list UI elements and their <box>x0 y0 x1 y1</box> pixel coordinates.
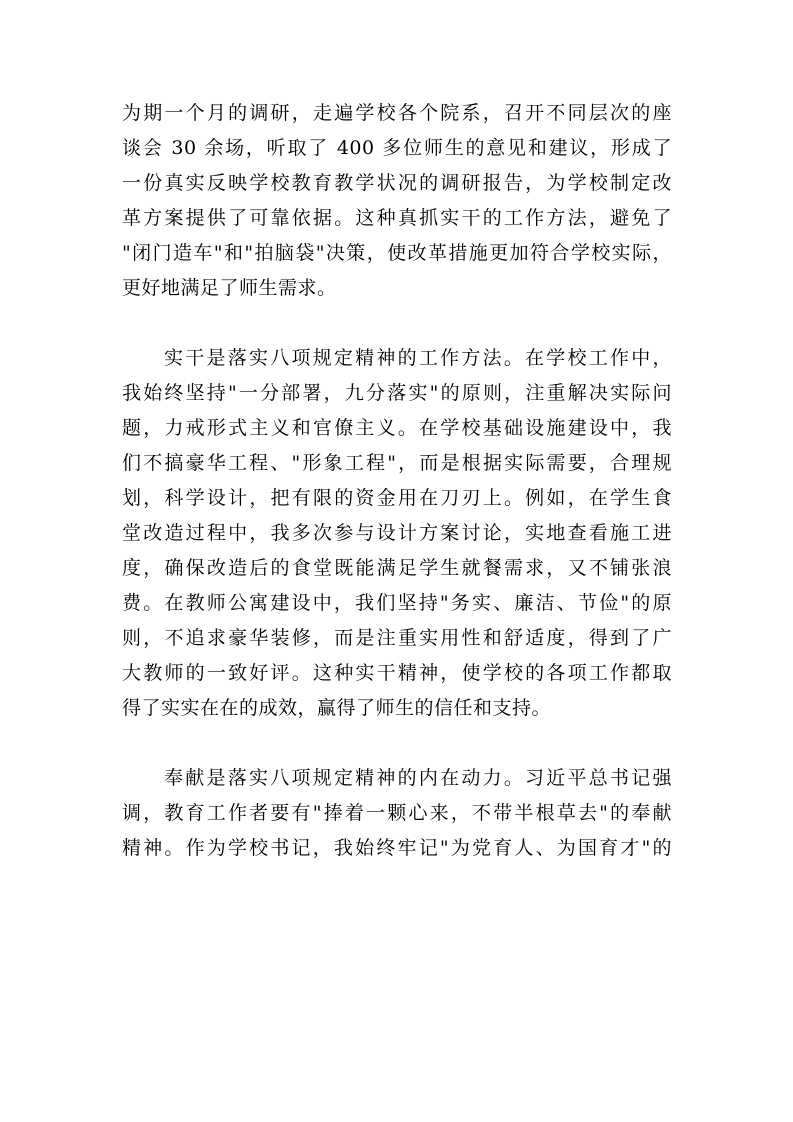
text-line: 精神。作为学校书记，我始终牢记"为党育人、为国育才"的 <box>122 837 672 859</box>
text-line: 实干是落实八项规定精神的工作方法。在学校工作中， <box>164 347 672 369</box>
text-line: 谈会 30 余场，听取了 400 多位师生的意见和建议，形成了 <box>122 137 672 159</box>
text-line: 我始终坚持"一分部署，九分落实"的原则，注重解决实际问 <box>122 382 672 404</box>
text-line: 大教师的一致好评。这种实干精神，使学校的各项工作都取 <box>122 662 672 684</box>
text-line: 为期一个月的调研，走遍学校各个院系，召开不同层次的座 <box>122 102 672 124</box>
text-line: 革方案提供了可靠依据。这种真抓实干的工作方法，避免了 <box>122 207 672 229</box>
paragraph-research <box>122 96 672 306</box>
paragraph-gap <box>122 306 672 341</box>
text-line: 费。在教师公寓建设中，我们坚持"务实、廉洁、节俭"的原 <box>122 592 672 614</box>
text-line: 一份真实反映学校教育教学状况的调研报告，为学校制定改 <box>122 172 672 194</box>
text-line: 奉献是落实八项规定精神的内在动力。习近平总书记强 <box>164 767 672 789</box>
text-line: 则，不追求豪华装修，而是注重实用性和舒适度，得到了广 <box>122 627 672 649</box>
paragraph-dedication <box>122 761 672 866</box>
text-line: 更好地满足了师生需求。 <box>122 277 337 299</box>
text-line: 们不搞豪华工程、"形象工程"，而是根据实际需要，合理规 <box>122 452 672 474</box>
text-line: 得了实实在在的成效，赢得了师生的信任和支持。 <box>122 697 552 719</box>
paragraph-gap <box>122 726 672 761</box>
paragraph-practical-work <box>122 341 672 726</box>
text-line: 题，力戒形式主义和官僚主义。在学校基础设施建设中，我 <box>122 417 672 439</box>
text-line: "闭门造车"和"拍脑袋"决策，使改革措施更加符合学校实际， <box>122 242 672 264</box>
text-line: 划，科学设计，把有限的资金用在刀刃上。例如，在学生食 <box>122 487 672 509</box>
text-line: 调，教育工作者要有"捧着一颗心来，不带半根草去"的奉献 <box>122 802 672 824</box>
text-line: 堂改造过程中，我多次参与设计方案讨论，实地查看施工进 <box>122 522 672 544</box>
document-body <box>122 96 672 866</box>
text-line: 度，确保改造后的食堂既能满足学生就餐需求，又不铺张浪 <box>122 557 672 579</box>
